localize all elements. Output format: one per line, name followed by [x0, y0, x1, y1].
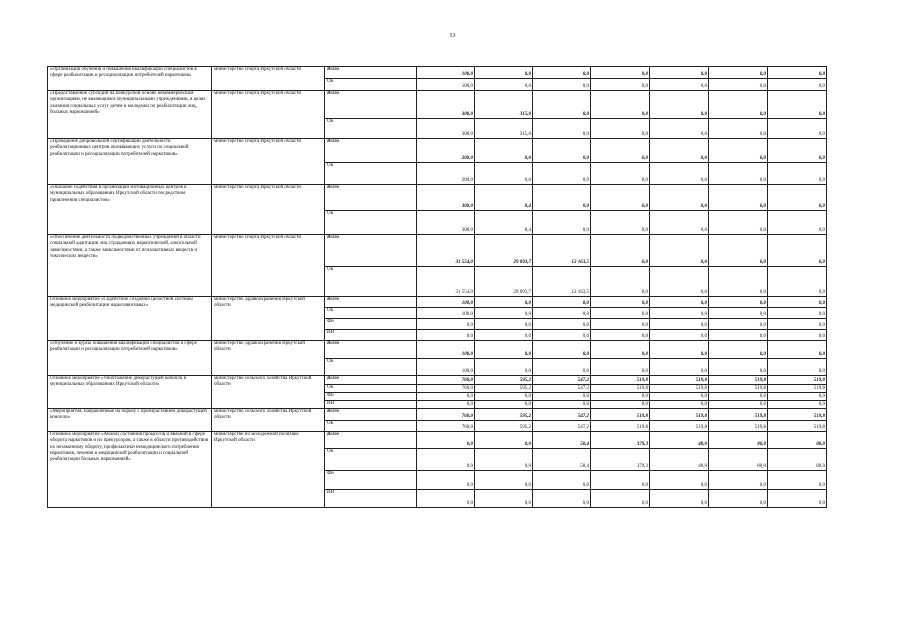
amount-cell: 0,0 — [650, 235, 709, 267]
amount-cell: 519,8 — [591, 376, 650, 385]
amount-cell: 100,0 — [417, 297, 475, 308]
amount-cell: 40,0 — [650, 432, 709, 449]
funding-source-cell: Всего — [325, 341, 417, 359]
executor-cell: министерство здравоохранения Иркутской области — [212, 297, 325, 341]
funding-source-cell: ИИ — [325, 401, 417, 409]
amount-cell: 31 554,0 — [417, 267, 475, 297]
amount-cell: 0,0 — [768, 359, 827, 376]
amount-cell: 0,0 — [475, 341, 533, 359]
amount-cell: 519,8 — [709, 409, 768, 421]
amount-cell: 0,0 — [650, 319, 709, 330]
funding-source-cell: ОБ — [325, 421, 417, 432]
amount-cell: 80,0 — [768, 449, 827, 471]
amount-cell: 8,4 — [475, 185, 533, 211]
amount-cell: 0,0 — [768, 211, 827, 235]
amount-cell: 0,0 — [768, 341, 827, 359]
amount-cell: 0,0 — [768, 330, 827, 341]
executor-cell: министерство сельского хозяйства Иркутской области — [212, 409, 325, 432]
amount-cell: 29 093,7 — [475, 267, 533, 297]
amount-cell: 0,0 — [768, 91, 827, 119]
amount-cell: 0,0 — [533, 119, 591, 139]
funding-source-cell: ФБ — [325, 393, 417, 401]
amount-cell: 0,0 — [768, 163, 827, 185]
funding-source-cell: ИИ — [325, 490, 417, 508]
amount-cell: 0,0 — [533, 359, 591, 376]
amount-cell: 0,0 — [650, 401, 709, 409]
amount-cell: 519,8 — [709, 385, 768, 393]
amount-cell: 0,0 — [591, 319, 650, 330]
activity-name-cell: «Оказание содействия в организации мотивационных центров в муниципальных образованиях Иркутской области посредством привлечения специалистов» — [48, 185, 212, 235]
amount-cell: 0,0 — [709, 67, 768, 79]
amount-cell: 0,0 — [650, 91, 709, 119]
amount-cell: 8,4 — [475, 211, 533, 235]
funding-source-cell: Всего — [325, 432, 417, 449]
amount-cell: 379,3 — [591, 449, 650, 471]
amount-cell: 760,0 — [417, 385, 475, 393]
amount-cell: 519,8 — [709, 376, 768, 385]
amount-cell: 547,2 — [533, 385, 591, 393]
amount-cell: 80,0 — [768, 432, 827, 449]
funding-source-cell: ОБ — [325, 119, 417, 139]
amount-cell: 0,0 — [591, 163, 650, 185]
amount-cell: 0,0 — [650, 341, 709, 359]
executor-cell: министерство спорта Иркутской области — [212, 139, 325, 185]
amount-cell: 519,8 — [768, 409, 827, 421]
amount-cell: 0,0 — [533, 211, 591, 235]
amount-cell: 595,2 — [475, 385, 533, 393]
activity-name-cell: «Организация обучения и повышения квалификации специалистов в сфере реабилитации и ресоциализации потребителей наркотиков» — [48, 67, 212, 91]
amount-cell: 0,0 — [650, 490, 709, 508]
amount-cell: 0,0 — [533, 341, 591, 359]
amount-cell: 0,0 — [417, 319, 475, 330]
activity-name-cell: Основное мероприятие «Анализ состояния процессов и явлений в сфере оборота наркотиков и их прекурсоров, а также в области противодействия их незаконному обороту, профилактики немедицинского потребления наркотиков, лечения и медицинской реабилитации и социальной реабилитации больных наркоманией» — [48, 432, 212, 508]
table-row — [48, 91, 827, 119]
funding-source-cell: ФБ — [325, 471, 417, 490]
amount-cell: 0,0 — [650, 163, 709, 185]
amount-cell: 0,0 — [650, 139, 709, 163]
executor-cell: министерство сельского хозяйства Иркутской области — [212, 376, 325, 409]
funding-source-cell: ОБ — [325, 308, 417, 319]
amount-cell: 0,0 — [533, 139, 591, 163]
amount-cell: 547,2 — [533, 409, 591, 421]
amount-cell: 0,0 — [768, 119, 827, 139]
amount-cell: 0,0 — [650, 359, 709, 376]
amount-cell: 595,2 — [475, 409, 533, 421]
amount-cell: 0,0 — [417, 330, 475, 341]
funding-source-cell: Всего — [325, 185, 417, 211]
amount-cell: 0,0 — [533, 79, 591, 91]
executor-cell: министерство спорта Иркутской области — [212, 67, 325, 91]
amount-cell: 0,0 — [709, 119, 768, 139]
amount-cell: 0,0 — [417, 471, 475, 490]
amount-cell: 0,0 — [591, 211, 650, 235]
amount-cell: 0,0 — [475, 432, 533, 449]
amount-cell: 0,0 — [591, 185, 650, 211]
amount-cell: 315,0 — [475, 91, 533, 119]
funding-source-cell: Всего — [325, 91, 417, 119]
amount-cell: 0,0 — [709, 319, 768, 330]
amount-cell: 0,0 — [475, 308, 533, 319]
amount-cell: 40,0 — [650, 449, 709, 471]
amount-cell: 0,0 — [475, 359, 533, 376]
amount-cell: 0,0 — [709, 359, 768, 376]
amount-cell: 0,0 — [591, 235, 650, 267]
funding-source-cell: ОБ — [325, 385, 417, 393]
amount-cell: 0,0 — [709, 267, 768, 297]
funding-source-cell: Всего — [325, 376, 417, 385]
amount-cell: 0,0 — [533, 67, 591, 79]
amount-cell: 0,0 — [768, 319, 827, 330]
amount-cell: 0,0 — [768, 67, 827, 79]
amount-cell: 0,0 — [709, 211, 768, 235]
amount-cell: 0,0 — [475, 393, 533, 401]
amount-cell: 0,0 — [475, 449, 533, 471]
amount-cell: 29 093,7 — [475, 235, 533, 267]
funding-source-cell: ОБ — [325, 359, 417, 376]
executor-cell: министерство спорта Иркутской области — [212, 235, 325, 297]
amount-cell: 0,0 — [650, 119, 709, 139]
amount-cell: 0,0 — [650, 297, 709, 308]
amount-cell: 200,0 — [417, 163, 475, 185]
funding-source-cell: ОБ — [325, 79, 417, 91]
amount-cell: 0,0 — [475, 330, 533, 341]
amount-cell: 0,0 — [533, 163, 591, 185]
amount-cell: 300,0 — [417, 119, 475, 139]
table-row — [48, 341, 827, 359]
activity-name-cell: Основное мероприятие «Содействие созданию целостной системы медицинской реабилитации наркозависимых» — [48, 297, 212, 341]
funding-source-cell: ОБ — [325, 267, 417, 297]
amount-cell: 0,0 — [475, 319, 533, 330]
activity-name-cell: «Обучение и курсы повышения квалификации специалистов в сфере реабилитации и ресоциализации потребителей наркотиков» — [48, 341, 212, 376]
amount-cell: 760,0 — [417, 421, 475, 432]
amount-cell: 200,0 — [417, 139, 475, 163]
amount-cell: 50,4 — [533, 449, 591, 471]
executor-cell: министерство по молодежной политике Иркутской области — [212, 432, 325, 508]
amount-cell: 0,0 — [650, 211, 709, 235]
amount-cell: 519,8 — [650, 409, 709, 421]
table-row — [48, 139, 827, 163]
amount-cell: 0,0 — [533, 490, 591, 508]
amount-cell: 547,2 — [533, 376, 591, 385]
amount-cell: 0,0 — [591, 119, 650, 139]
funding-source-cell: ФБ — [325, 319, 417, 330]
amount-cell: 379,3 — [591, 432, 650, 449]
amount-cell: 0,0 — [768, 490, 827, 508]
amount-cell: 0,0 — [417, 490, 475, 508]
amount-cell: 0,0 — [591, 67, 650, 79]
amount-cell: 0,0 — [768, 401, 827, 409]
amount-cell: 0,0 — [533, 91, 591, 119]
amount-cell: 0,0 — [768, 267, 827, 297]
amount-cell: 100,0 — [417, 67, 475, 79]
amount-cell: 0,0 — [533, 297, 591, 308]
amount-cell: 595,2 — [475, 421, 533, 432]
amount-cell: 0,0 — [417, 432, 475, 449]
amount-cell: 0,0 — [533, 393, 591, 401]
amount-cell: 0,0 — [768, 185, 827, 211]
amount-cell: 0,0 — [650, 330, 709, 341]
amount-cell: 0,0 — [650, 79, 709, 91]
funding-source-cell: Всего — [325, 139, 417, 163]
funding-source-cell: Всего — [325, 297, 417, 308]
amount-cell: 0,0 — [709, 330, 768, 341]
amount-cell: 0,0 — [650, 471, 709, 490]
amount-cell: 315,0 — [475, 119, 533, 139]
amount-cell: 0,0 — [709, 235, 768, 267]
amount-cell: 100,0 — [417, 79, 475, 91]
amount-cell: 0,0 — [768, 308, 827, 319]
table-row — [48, 67, 827, 79]
executor-cell: министерство спорта Иркутской области — [212, 91, 325, 139]
amount-cell: 0,0 — [533, 401, 591, 409]
amount-cell: 519,8 — [650, 385, 709, 393]
amount-cell: 0,0 — [475, 139, 533, 163]
funding-source-cell: Всего — [325, 235, 417, 267]
amount-cell: 0,0 — [709, 401, 768, 409]
amount-cell: 100,0 — [417, 341, 475, 359]
amount-cell: 0,0 — [650, 185, 709, 211]
amount-cell: 0,0 — [475, 297, 533, 308]
amount-cell: 0,0 — [709, 341, 768, 359]
amount-cell: 0,0 — [591, 267, 650, 297]
amount-cell: 0,0 — [709, 471, 768, 490]
amount-cell: 0,0 — [709, 308, 768, 319]
amount-cell: 100,0 — [417, 308, 475, 319]
amount-cell: 0,0 — [768, 471, 827, 490]
amount-cell: 0,0 — [591, 490, 650, 508]
amount-cell: 0,0 — [650, 393, 709, 401]
amount-cell: 0,0 — [709, 185, 768, 211]
amount-cell: 0,0 — [768, 235, 827, 267]
amount-cell: 519,8 — [591, 385, 650, 393]
executor-cell: министерство спорта Иркутской области — [212, 185, 325, 235]
amount-cell: 0,0 — [475, 163, 533, 185]
amount-cell: 300,0 — [417, 211, 475, 235]
amount-cell: 519,8 — [591, 409, 650, 421]
funding-source-cell: ОБ — [325, 163, 417, 185]
amount-cell: 0,0 — [417, 401, 475, 409]
amount-cell: 0,0 — [709, 91, 768, 119]
table-row — [48, 376, 827, 385]
amount-cell: 0,0 — [475, 79, 533, 91]
activity-name-cell: Основное мероприятие «Уничтожение дикорастущей конопли в муниципальных образованиях Иркутской области» — [48, 376, 212, 409]
amount-cell: 80,0 — [709, 432, 768, 449]
amount-cell: 0,0 — [709, 79, 768, 91]
amount-cell: 0,0 — [533, 330, 591, 341]
amount-cell: 0,0 — [768, 79, 827, 91]
table-row — [48, 432, 827, 449]
amount-cell: 0,0 — [709, 490, 768, 508]
amount-cell: 50,4 — [533, 432, 591, 449]
amount-cell: 0,0 — [591, 79, 650, 91]
amount-cell: 0,0 — [475, 401, 533, 409]
table-row — [48, 185, 827, 211]
amount-cell: 519,8 — [650, 421, 709, 432]
amount-cell: 0,0 — [650, 67, 709, 79]
amount-cell: 0,0 — [475, 490, 533, 508]
amount-cell: 80,0 — [709, 449, 768, 471]
amount-cell: 519,8 — [768, 421, 827, 432]
activity-name-cell: «Предоставление субсидий на конкурсной основе некоммерческим организациям, не являющимся муниципальными учреждениями, в целях оказания социальных услуг детям и молодежи по реабилитации лиц, больных наркоманией» — [48, 91, 212, 139]
amount-cell: 547,2 — [533, 421, 591, 432]
amount-cell: 0,0 — [533, 471, 591, 490]
amount-cell: 0,0 — [591, 471, 650, 490]
amount-cell: 595,2 — [475, 376, 533, 385]
activity-name-cell: «Обеспечение деятельности подведомственных учреждений в области социальной адаптации лиц страдающих наркотической, алкогольной зависимостями, а также зависимостями от психоактивных веществ и токсических веществ» — [48, 235, 212, 297]
amount-cell: 519,8 — [768, 376, 827, 385]
amount-cell: 0,0 — [533, 308, 591, 319]
amount-cell: 0,0 — [591, 341, 650, 359]
funding-source-cell: ОБ — [325, 211, 417, 235]
amount-cell: 0,0 — [591, 401, 650, 409]
amount-cell: 12 163,5 — [533, 235, 591, 267]
amount-cell: 0,0 — [417, 393, 475, 401]
amount-cell: 0,0 — [709, 139, 768, 163]
amount-cell: 0,0 — [475, 471, 533, 490]
funding-source-cell: ИИ — [325, 330, 417, 341]
activity-name-cell: «Мероприятия, направленные на борьбу с произрастанием дикорастущей конопли» — [48, 409, 212, 432]
amount-cell: 0,0 — [591, 139, 650, 163]
funding-source-cell: ОБ — [325, 449, 417, 471]
funding-source-cell: Всего — [325, 67, 417, 79]
amount-cell: 0,0 — [533, 185, 591, 211]
funding-source-cell: Всего — [325, 409, 417, 421]
table-row — [48, 297, 827, 308]
amount-cell: 760,0 — [417, 409, 475, 421]
amount-cell: 519,8 — [591, 421, 650, 432]
amount-cell: 0,0 — [709, 393, 768, 401]
amount-cell: 0,0 — [591, 308, 650, 319]
amount-cell: 0,0 — [417, 449, 475, 471]
amount-cell: 0,0 — [591, 297, 650, 308]
amount-cell: 0,0 — [709, 297, 768, 308]
amount-cell: 0,0 — [591, 91, 650, 119]
amount-cell: 0,0 — [768, 297, 827, 308]
executor-cell: министерство здравоохранения Иркутской области — [212, 341, 325, 376]
amount-cell: 12 163,5 — [533, 267, 591, 297]
budget-table — [47, 66, 827, 508]
amount-cell: 0,0 — [650, 267, 709, 297]
table-row — [48, 235, 827, 267]
amount-cell: 300,0 — [417, 185, 475, 211]
amount-cell: 0,0 — [591, 359, 650, 376]
amount-cell: 0,0 — [591, 393, 650, 401]
table-row — [48, 409, 827, 421]
amount-cell: 100,0 — [417, 359, 475, 376]
amount-cell: 760,0 — [417, 376, 475, 385]
amount-cell: 0,0 — [768, 139, 827, 163]
amount-cell: 0,0 — [768, 393, 827, 401]
amount-cell: 519,8 — [768, 385, 827, 393]
amount-cell: 0,0 — [591, 330, 650, 341]
amount-cell: 0,0 — [475, 67, 533, 79]
amount-cell: 0,0 — [650, 308, 709, 319]
page-number: 13 — [449, 33, 456, 39]
amount-cell: 0,0 — [709, 163, 768, 185]
amount-cell: 31 554,0 — [417, 235, 475, 267]
amount-cell: 519,8 — [709, 421, 768, 432]
amount-cell: 300,0 — [417, 91, 475, 119]
amount-cell: 519,8 — [650, 376, 709, 385]
activity-name-cell: «Проведение добровольной сертификации деятельности реабилитационных центров оказывающих услуги по социальной реабилитации и ресоциализации потребителей наркотиков» — [48, 139, 212, 185]
amount-cell: 0,0 — [533, 319, 591, 330]
